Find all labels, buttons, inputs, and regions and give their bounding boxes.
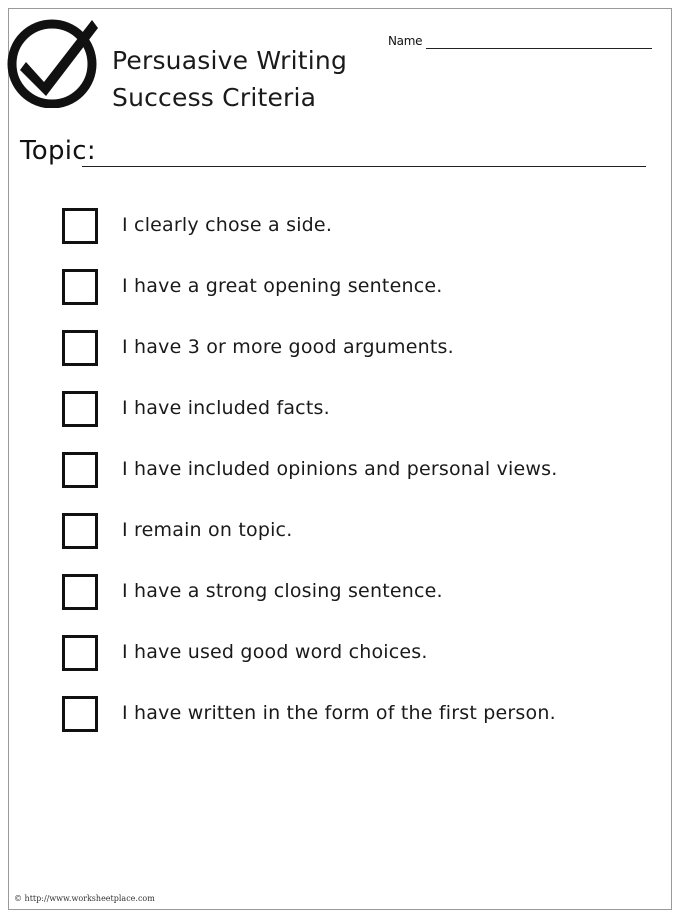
criterion-item: [62, 513, 642, 574]
criterion-item: [62, 696, 642, 757]
criterion-item: [62, 269, 642, 330]
criterion-text: I have used good word choices.: [122, 641, 428, 663]
criterion-checkbox[interactable]: [62, 208, 98, 244]
criterion-checkbox[interactable]: [62, 330, 98, 366]
criterion-item: [62, 635, 642, 696]
criterion-text: I have included facts.: [122, 397, 330, 419]
criterion-item: [62, 208, 642, 269]
criterion-text: I have written in the form of the first person.: [122, 702, 556, 724]
criterion-text: I have a strong closing sentence.: [122, 580, 443, 602]
criterion-checkbox[interactable]: [62, 269, 98, 305]
topic-label: Topic:: [20, 136, 96, 166]
criterion-checkbox[interactable]: [62, 696, 98, 732]
criterion-item: [62, 330, 642, 391]
criterion-item: [62, 574, 642, 635]
criterion-checkbox[interactable]: [62, 391, 98, 427]
name-field[interactable]: [388, 34, 664, 54]
topic-field[interactable]: [20, 136, 650, 176]
criterion-checkbox[interactable]: [62, 452, 98, 488]
criterion-item: [62, 391, 642, 452]
topic-line[interactable]: [82, 166, 646, 167]
criterion-item: [62, 452, 642, 513]
criterion-checkbox[interactable]: [62, 635, 98, 671]
criterion-text: I have included opinions and personal views.: [122, 458, 558, 480]
criterion-text: I have a great opening sentence.: [122, 275, 443, 297]
criterion-text: I clearly chose a side.: [122, 214, 333, 236]
name-label: Name: [388, 34, 423, 48]
title-line-1: Persuasive Writing: [112, 46, 348, 75]
criterion-text: I remain on topic.: [122, 519, 293, 541]
footer-credit: © http://www.worksheetplace.com: [14, 894, 155, 903]
title-line-2: Success Criteria: [112, 83, 317, 112]
criteria-list: [62, 208, 642, 757]
criterion-checkbox[interactable]: [62, 513, 98, 549]
checkmark-circle-icon: [6, 12, 102, 108]
criterion-text: I have 3 or more good arguments.: [122, 336, 454, 358]
worksheet-title: [112, 42, 347, 116]
criterion-checkbox[interactable]: [62, 574, 98, 610]
name-line[interactable]: [426, 48, 652, 49]
